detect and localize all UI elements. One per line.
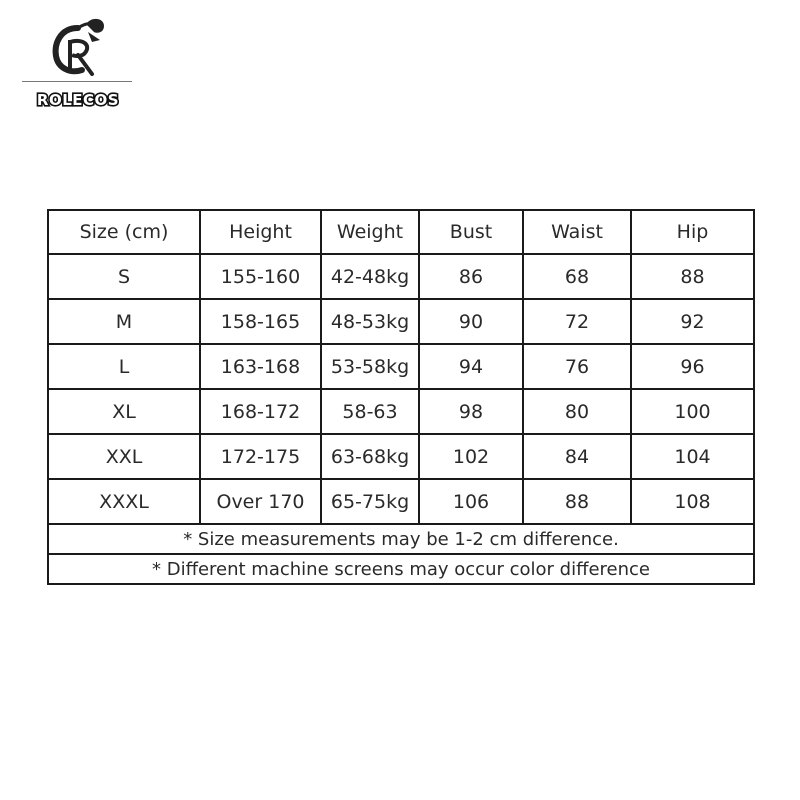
waist-cell: 88 (523, 479, 631, 524)
column-header-waist: Waist (523, 210, 631, 254)
waist-cell: 76 (523, 344, 631, 389)
column-header-bust: Bust (419, 210, 523, 254)
size-cell: S (48, 254, 200, 299)
hip-cell: 96 (631, 344, 754, 389)
height-cell: 158-165 (200, 299, 321, 344)
bust-cell: 90 (419, 299, 523, 344)
column-header-weight: Weight (321, 210, 419, 254)
hip-cell: 88 (631, 254, 754, 299)
table-row (48, 389, 754, 434)
size-chart-table (47, 209, 755, 585)
table-note-row (48, 554, 754, 584)
size-cell: L (48, 344, 200, 389)
weight-cell: 53-58kg (321, 344, 419, 389)
size-cell: XXXL (48, 479, 200, 524)
hip-cell: 104 (631, 434, 754, 479)
column-header-hip: Hip (631, 210, 754, 254)
height-cell: 168-172 (200, 389, 321, 434)
height-cell: 172-175 (200, 434, 321, 479)
column-header-size: Size (cm) (48, 210, 200, 254)
weight-cell: 58-63 (321, 389, 419, 434)
column-header-height: Height (200, 210, 321, 254)
bust-cell: 94 (419, 344, 523, 389)
brand-logo (22, 18, 134, 114)
bust-cell: 106 (419, 479, 523, 524)
table-header-row (48, 210, 754, 254)
height-cell: 163-168 (200, 344, 321, 389)
logo-divider (22, 81, 132, 82)
size-cell: XL (48, 389, 200, 434)
waist-cell: 84 (523, 434, 631, 479)
table-row (48, 344, 754, 389)
weight-cell: 42-48kg (321, 254, 419, 299)
waist-cell: 80 (523, 389, 631, 434)
table-note-row (48, 524, 754, 554)
measurement-note: * Size measurements may be 1-2 cm difference. (48, 524, 754, 554)
table-row (48, 479, 754, 524)
table-row (48, 299, 754, 344)
size-cell: M (48, 299, 200, 344)
height-cell: Over 170 (200, 479, 321, 524)
bust-cell: 86 (419, 254, 523, 299)
waist-cell: 72 (523, 299, 631, 344)
weight-cell: 48-53kg (321, 299, 419, 344)
hip-cell: 92 (631, 299, 754, 344)
waist-cell: 68 (523, 254, 631, 299)
weight-cell: 65-75kg (321, 479, 419, 524)
bust-cell: 98 (419, 389, 523, 434)
hip-cell: 100 (631, 389, 754, 434)
color-note: * Different machine screens may occur color difference (48, 554, 754, 584)
weight-cell: 63-68kg (321, 434, 419, 479)
bust-cell: 102 (419, 434, 523, 479)
height-cell: 155-160 (200, 254, 321, 299)
hip-cell: 108 (631, 479, 754, 524)
logo-monogram-icon (48, 18, 108, 80)
size-cell: XXL (48, 434, 200, 479)
table-row (48, 254, 754, 299)
logo-wordmark (26, 85, 130, 113)
svg-text:ROLECOS: ROLECOS (36, 91, 120, 109)
table-row (48, 434, 754, 479)
